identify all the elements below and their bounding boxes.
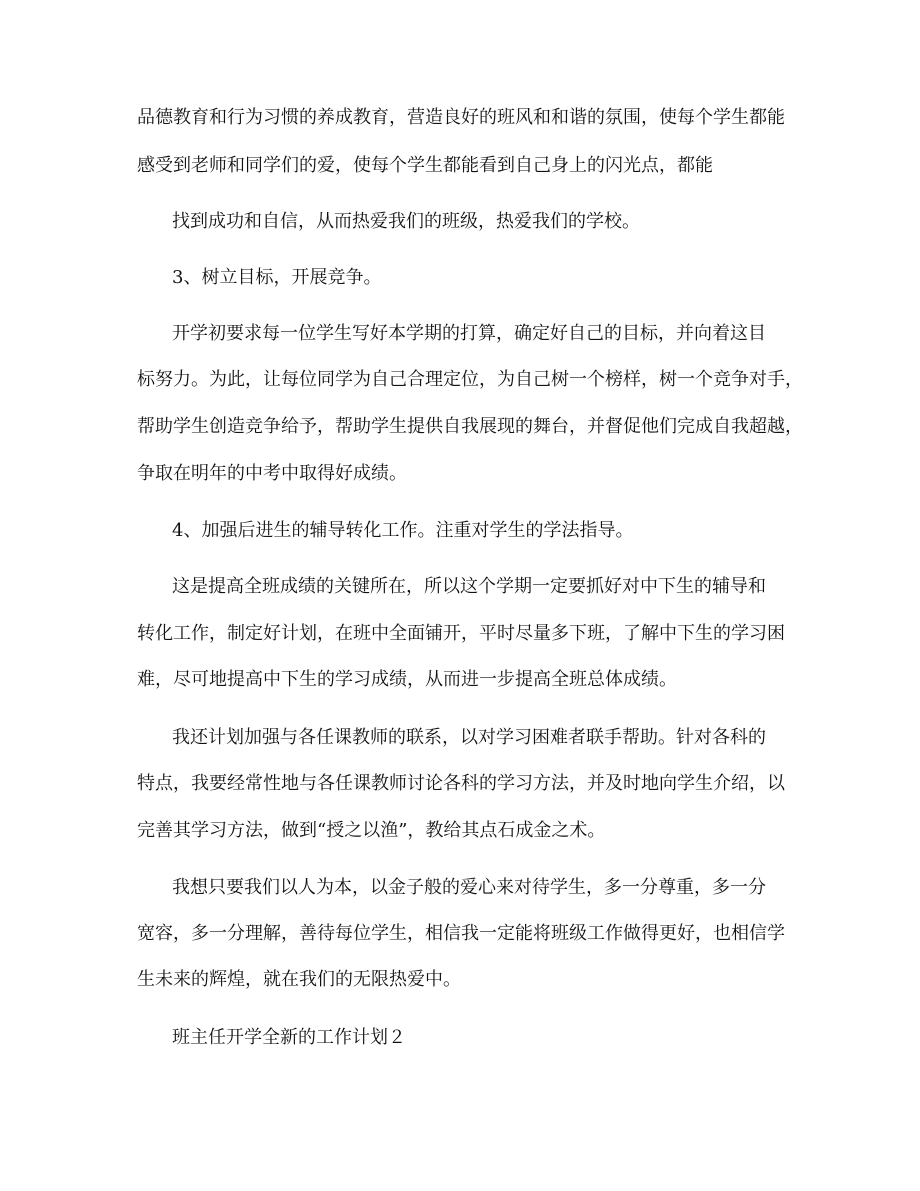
text-line: 我想只要我们以人为本，以金子般的爱心来对待学生，多一分尊重，多一分 <box>172 877 766 898</box>
text-line: 感受到老师和同学们的爱，使每个学生都能看到自己身上的闪光点，都能 <box>137 155 713 176</box>
text-line: 开学初要求每一位学生写好本学期的打算，确定好自己的目标，并向着这目 <box>172 323 766 344</box>
text-line: 帮助学生创造竞争给予，帮助学生提供自我展现的舞台，并督促他们完成自我超越， <box>137 416 803 437</box>
text-line: 生未来的辉煌，就在我们的无限热爱中。 <box>137 969 461 990</box>
text-line: 特点，我要经常性地与各任课教师讨论各科的学习方法，并及时地向学生介绍，以 <box>137 773 785 794</box>
text-line: 我还计划加强与各任课教师的联系，以对学习困难者联手帮助。针对各科的 <box>172 727 766 748</box>
text-line: 品德教育和行为习惯的养成教育，营造良好的班风和和谐的氛围，使每个学生都能 <box>137 107 785 128</box>
section-title: 班主任开学全新的工作计划２ <box>172 1027 406 1048</box>
text-line: 标努力。为此，让每位同学为自己合理定位，为自己树一个榜样，树一个竞争对手， <box>137 369 803 390</box>
text-line: 这是提高全班成绩的关键所在，所以这个学期一定要抓好对中下生的辅导和 <box>172 576 766 597</box>
text-line: 转化工作，制定好计划，在班中全面铺开，平时尽量多下班，了解中下生的学习困 <box>137 623 785 644</box>
text-line: 争取在明年的中考中取得好成绩。 <box>137 463 407 484</box>
text-line: 找到成功和自信，从而热爱我们的班级，热爱我们的学校。 <box>172 211 640 232</box>
text-line: 宽容，多一分理解，善待每位学生，相信我一定能将班级工作做得更好，也相信学 <box>137 923 785 944</box>
text-line: 难，尽可地提高中下生的学习成绩，从而进一步提高全班总体成绩。 <box>137 669 677 690</box>
section-heading: 4、加强后进生的辅导转化工作。注重对学生的学法指导。 <box>172 520 634 541</box>
text-line: 完善其学习方法，做到“授之以渔”，教给其点石成金之术。 <box>137 820 606 841</box>
section-heading: 3、树立目标，开展竞争。 <box>172 267 382 288</box>
